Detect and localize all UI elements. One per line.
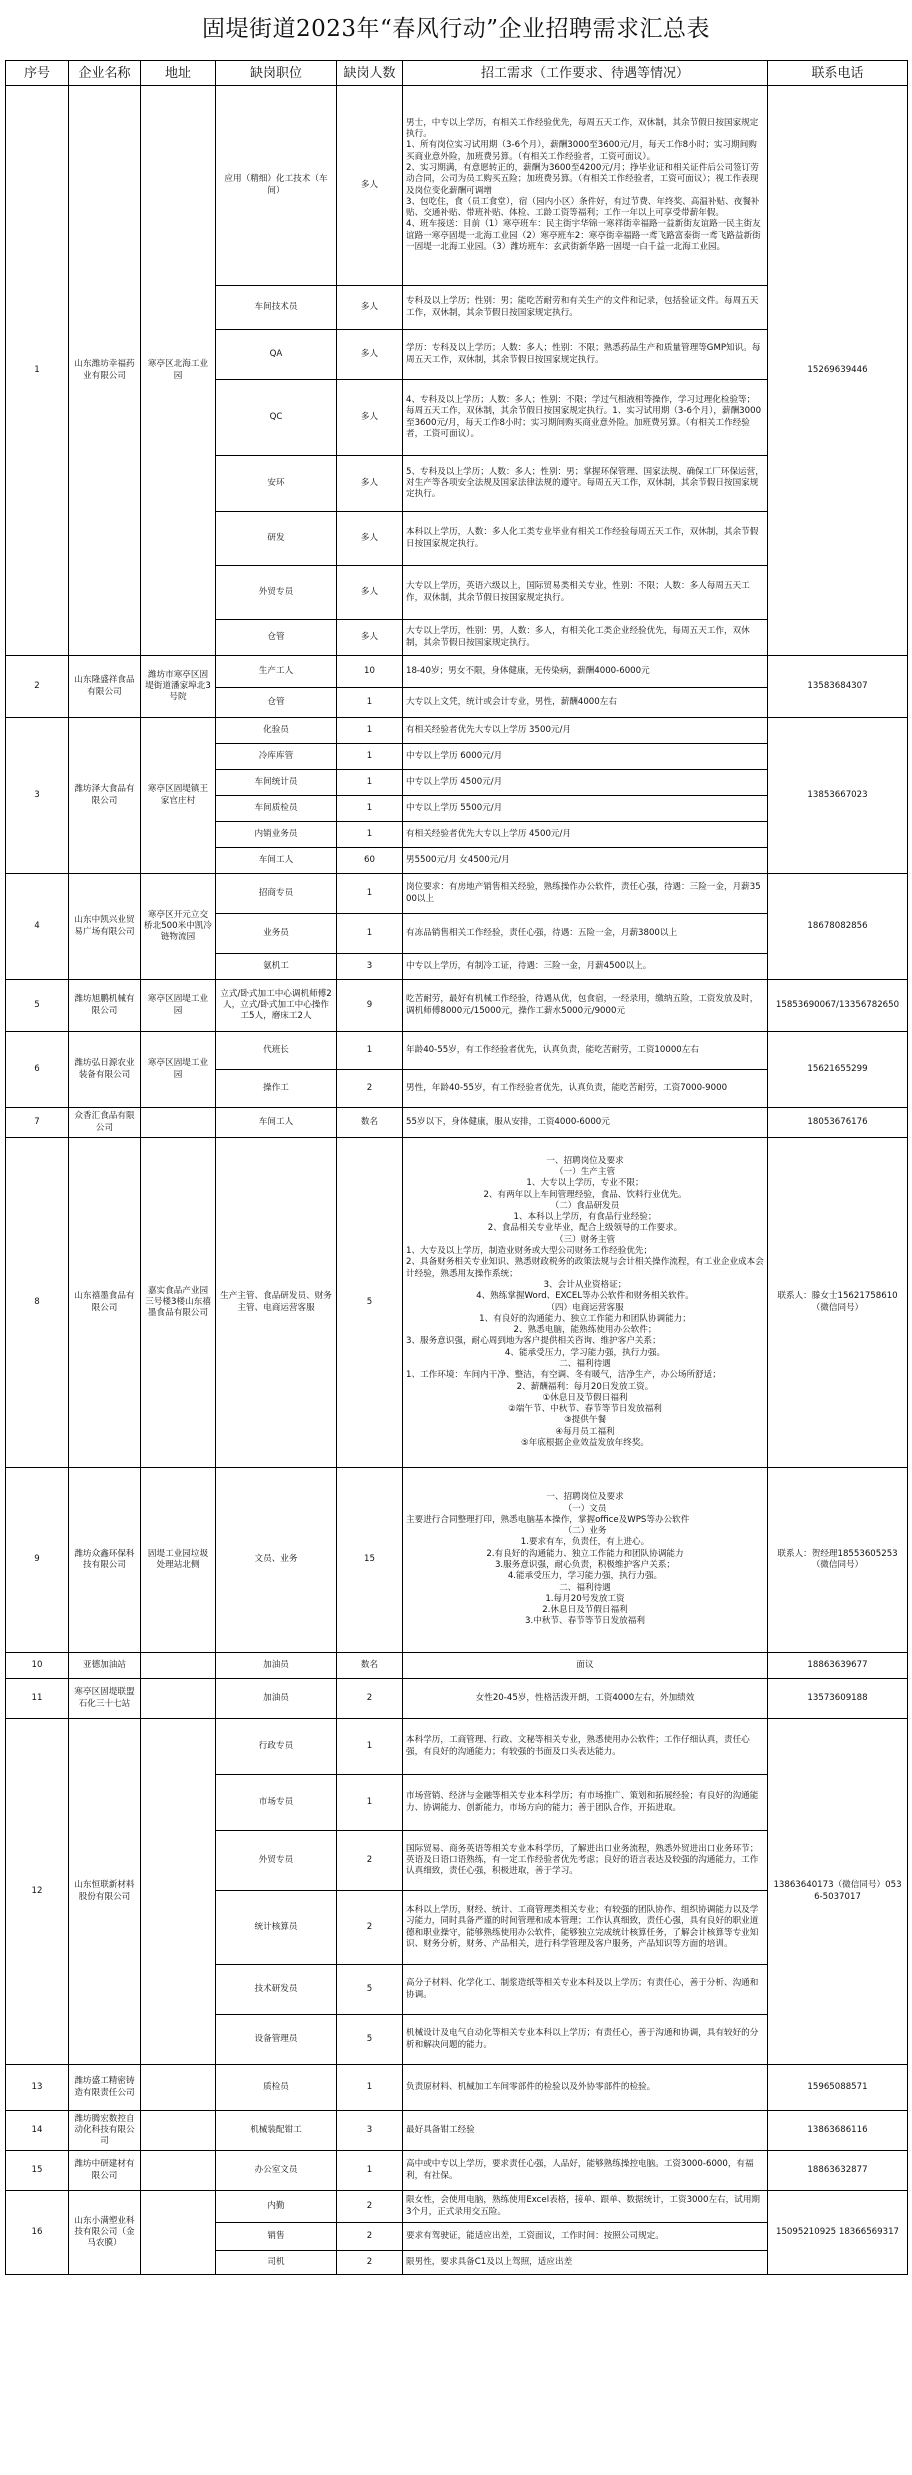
requirement-line: 4、熟练掌握Word、EXCEL等办公软件和财务相关软件。 — [476, 1291, 694, 1302]
company-name: 潍坊中研建材有限公司 — [69, 2151, 141, 2191]
requirement-line: 中专以上学历，有制冷工证，待遇：三险一金，月薪4500以上。 — [406, 960, 652, 971]
requirement-line: 一、招聘岗位及要求 — [546, 1492, 624, 1503]
requirement-line: 55岁以下，身体健康，服从安排，工资4000-6000元 — [406, 1116, 610, 1127]
requirement-line: 1、大专以上学历，专业不限； — [526, 1178, 644, 1189]
company-phone: 13853667023 — [768, 718, 908, 874]
position-title: 业务员 — [216, 914, 337, 954]
company-address: 潍坊市寒亭区固堤街道潘家埠北3号院 — [141, 656, 216, 718]
requirement-line: 4、专科及以上学历；人数：多人；性别：不限；学过气相液相等操作，学习过理化检验等； — [406, 394, 756, 405]
table-row — [6, 980, 908, 1032]
position-requirements — [403, 656, 768, 688]
position-title: 车间质检员 — [216, 796, 337, 822]
requirement-line: 2、具备财务相关专业知识、熟悉财政税务的政策法规与会计相关操作流程，有工业企业成本会计经验，熟悉用友操作系统； — [406, 1257, 764, 1279]
company-phone: 13863686116 — [768, 2111, 908, 2151]
requirement-line: 二、福利待遇 — [559, 1358, 611, 1369]
position-count: 1 — [337, 796, 403, 822]
company-address: 寒亭区北海工业园 — [141, 86, 216, 656]
requirement-line: 一、招聘岗位及要求 — [546, 1155, 624, 1166]
position-title: 安环 — [216, 456, 337, 512]
company-name: 潍坊弘日源农业装备有限公司 — [69, 1032, 141, 1108]
company-address — [141, 2111, 216, 2151]
position-requirements — [403, 2251, 768, 2275]
position-count: 1 — [337, 2065, 403, 2111]
position-count: 9 — [337, 980, 403, 1032]
requirement-line: 2、熟悉电脑，能熟练使用办公软件； — [513, 1325, 657, 1336]
company-phone: 15965088571 — [768, 2065, 908, 2111]
table-row — [6, 2151, 908, 2191]
position-title: 招商专员 — [216, 874, 337, 914]
position-title: 生产主管、食品研发员、财务主管、电商运营客服 — [216, 1138, 337, 1468]
position-count: 多人 — [337, 566, 403, 620]
company-phone: 15269639446 — [768, 86, 908, 656]
requirement-line: 1、本科以上学历，有食品行业经验； — [513, 1212, 657, 1223]
requirement-line: 主要进行合同整理打印，熟悉电脑基本操作，掌握office及WPS等办公软件 — [406, 1514, 690, 1525]
position-requirements — [403, 86, 768, 286]
company-address — [141, 2151, 216, 2191]
company-name: 山东潍坊幸福药业有限公司 — [69, 86, 141, 656]
company-name: 亚德加油站 — [69, 1653, 141, 1679]
requirement-line: 大专以上文凭，统计或会计专业，男性，薪酬4000左右 — [406, 696, 617, 707]
position-requirements — [403, 1679, 768, 1719]
requirement-line: 2、食品相关专业毕业，配合上级领导的工作要求。 — [487, 1223, 683, 1234]
position-count: 数名 — [337, 1108, 403, 1138]
position-count: 多人 — [337, 380, 403, 456]
position-requirements — [403, 954, 768, 980]
company-phone: 18863632877 — [768, 2151, 908, 2191]
position-requirements — [403, 2223, 768, 2251]
table-row — [6, 1679, 908, 1719]
position-title: 行政专员 — [216, 1719, 337, 1775]
position-requirements — [403, 2065, 768, 2111]
table-row — [6, 2065, 908, 2111]
position-title: 仓管 — [216, 688, 337, 718]
position-count: 1 — [337, 688, 403, 718]
position-requirements — [403, 914, 768, 954]
requirement-line: 中专以上学历 4500元/月 — [406, 776, 503, 787]
table-row — [6, 874, 908, 914]
requirement-line: （一）生产主管 — [554, 1166, 616, 1177]
position-requirements — [403, 744, 768, 770]
requirement-line: 中专以上学历 6000元/月 — [406, 750, 503, 761]
requirement-line: 2、实习期满，有意愿转正的，薪酬为3600至4200元/月；挣毕业证和相关证件后公司签订劳动合同，公司为员工购买五险；加班费另算。（有相关工作经验者，工资可面议）；视工作表现及岗位变化薪酬可调增 — [406, 162, 759, 196]
company-address — [141, 1108, 216, 1138]
requirement-line: 面议 — [576, 1659, 594, 1670]
company-phone: 15853690067/13356782650 — [768, 980, 908, 1032]
position-count: 1 — [337, 2151, 403, 2191]
position-count: 2 — [337, 2251, 403, 2275]
position-count: 多人 — [337, 86, 403, 286]
requirement-line: 学历：专科及以上学历；人数：多人；性别：不限；熟悉药品生产和质量管理等GMP知识。每周五天工作，双休制，其余节假日按国家规定执行。 — [406, 343, 761, 365]
position-title: 立式/卧式加工中心调机师傅2人，立式/卧式加工中心操作工5人，磨床工2人 — [216, 980, 337, 1032]
position-count: 5 — [337, 1138, 403, 1468]
position-requirements — [403, 456, 768, 512]
position-title: 冷库库管 — [216, 744, 337, 770]
requirement-line: 大专以上学历，性别：男，人数：多人，有相关化工类企业经验优先，每周五天工作，双休制，其余节假日按国家规定执行。 — [406, 626, 750, 648]
company-number: 12 — [6, 1719, 69, 2065]
table-row — [6, 1108, 908, 1138]
position-count: 2 — [337, 1831, 403, 1891]
position-title: 加油员 — [216, 1679, 337, 1719]
position-title: 销售 — [216, 2223, 337, 2251]
position-requirements — [403, 1775, 768, 1831]
company-name: 潍坊旭鹏机械有限公司 — [69, 980, 141, 1032]
requirement-line: 1.要求有车，负责任，有上进心。 — [520, 1537, 650, 1548]
position-requirements — [403, 1831, 768, 1891]
requirement-line: 岗位要求：有房地产销售相关经验，熟练操作办公软件，责任心强，待遇：三险一金，月薪3500以上 — [406, 882, 761, 904]
requirement-line: 最好具备钳工经验 — [406, 2124, 475, 2135]
position-count: 60 — [337, 848, 403, 874]
position-title: 代班长 — [216, 1032, 337, 1070]
recruitment-table — [5, 60, 908, 2275]
company-phone: 15095210925 18366569317 — [768, 2191, 908, 2275]
position-count: 5 — [337, 1965, 403, 2015]
requirement-line: 二、福利待遇 — [559, 1582, 611, 1593]
requirement-line: 3、包吃住，食（员工食堂），宿（园内小区）条件好，有过节费、年终奖、高温补贴、夜餐补贴、交通补贴、带班补贴、体检、工龄工资等福利；工作一年以上可享受带薪年假。 — [406, 196, 760, 219]
requirement-line: 限男性，要求具备C1及以上驾照，适应出差 — [406, 2256, 573, 2267]
position-requirements — [403, 330, 768, 380]
position-title: 办公室文员 — [216, 2151, 337, 2191]
table-row — [6, 2111, 908, 2151]
position-title: 质检员 — [216, 2065, 337, 2111]
position-requirements — [403, 1891, 768, 1965]
position-count: 2 — [337, 2223, 403, 2251]
position-count: 2 — [337, 1070, 403, 1108]
company-phone: 18053676176 — [768, 1108, 908, 1138]
requirement-line: 每周五天工作，双休制，其余节假日按国家规定执行。1、实习试用期（3-6个月），薪酬3000至3600元/月，每天工作8小时；实习期间购买商业意外险。加班费另算。（有相关工作经验者，工资可面议）。 — [406, 406, 762, 439]
position-count: 1 — [337, 914, 403, 954]
requirement-line: （四）电商运营客服 — [546, 1302, 624, 1313]
position-requirements — [403, 1468, 768, 1653]
position-count: 多人 — [337, 330, 403, 380]
requirement-line: 4、班车接送：目前（1）寒亭班车：民主街宇华锦一寒祥街幸福路一益新街友谊路一民主街友谊路一寒亭固堤一北海工业园（2）寒亭班车2：寒亭街幸福路一鸢飞路富泰街一鸢飞路益新街一固堤一北海工业园。（3）潍坊班车：玄武街新华路一固堤一白千益一北海工业园。 — [406, 219, 761, 252]
table-row — [6, 1653, 908, 1679]
position-title: 研发 — [216, 512, 337, 566]
requirement-line: （一）文员 — [563, 1503, 607, 1514]
company-number: 4 — [6, 874, 69, 980]
requirement-line: 要求有驾驶证，能适应出差，工资面议，工作时间：按照公司规定。 — [406, 2230, 664, 2241]
position-requirements — [403, 286, 768, 330]
company-phone: 联系人：滕女士15621758610（微信同号） — [768, 1138, 908, 1468]
company-name: 潍坊众鑫环保科技有限公司 — [69, 1468, 141, 1653]
company-address — [141, 2065, 216, 2111]
table-row — [6, 1468, 908, 1653]
position-count: 3 — [337, 954, 403, 980]
position-requirements — [403, 2111, 768, 2151]
requirement-line: 男性，年龄40-55岁，有工作经验者优先，认真负责，能吃苦耐劳，工资7000-9000 — [406, 1082, 728, 1093]
requirement-line: 市场营销、经济与金融等相关专业本科学历；有市场推广、策划和拓展经验；有良好的沟通能力、协调能力、创新能力，市场方向的能力；善于团队合作，开拓进取。 — [406, 1791, 759, 1813]
position-count: 1 — [337, 744, 403, 770]
requirement-line: 3、服务意识强，耐心周到地为客户提供相关咨询、维护客户关系； — [406, 1336, 661, 1347]
requirement-line: ①休息日及节假日福利 — [542, 1392, 628, 1403]
position-title: 机械装配钳工 — [216, 2111, 337, 2151]
company-address — [141, 1679, 216, 1719]
position-count: 15 — [337, 1468, 403, 1653]
requirement-line: （二）食品研发员 — [550, 1200, 620, 1211]
requirement-line: 3、会计从业资格证； — [543, 1279, 627, 1290]
position-count: 多人 — [337, 286, 403, 330]
position-requirements — [403, 980, 768, 1032]
header-phone: 联系电话 — [768, 61, 908, 86]
company-address — [141, 2191, 216, 2275]
position-title: 仓管 — [216, 620, 337, 656]
position-count: 2 — [337, 2191, 403, 2223]
company-phone: 18863639677 — [768, 1653, 908, 1679]
company-name: 寒亭区固堤联盟石化三十七站 — [69, 1679, 141, 1719]
header-count: 缺岗人数 — [337, 61, 403, 86]
position-requirements — [403, 1070, 768, 1108]
table-row — [6, 718, 908, 744]
company-address — [141, 1719, 216, 2065]
position-count: 3 — [337, 2111, 403, 2151]
requirement-line: 本科以上学历，财经、统计、工商管理类相关专业；有较强的团队协作、组织协调能力以及学习能力，同时具备严谨的时间管理和成本管理；工作认真细致，责任心强，具有良好的职业道德和职业操守，能够熟练使用办公软件，能够独立完成统计核算任务，了解会计核算等专业知识、财务分析，财务、产品相关，进行科学管理及客户服务，产品知识等方面的培训。 — [406, 1904, 759, 1949]
requirement-line: 4、能承受压力，学习能力强，执行力强。 — [504, 1347, 666, 1358]
company-number: 15 — [6, 2151, 69, 2191]
position-title: 加油员 — [216, 1653, 337, 1679]
company-address: 寒亭区固堤镇王家官庄村 — [141, 718, 216, 874]
company-name: 潍坊腾宏数控自动化科技有限公司 — [69, 2111, 141, 2151]
position-count: 1 — [337, 1775, 403, 1831]
position-title: 车间统计员 — [216, 770, 337, 796]
position-title: 车间技术员 — [216, 286, 337, 330]
requirement-line: 2.有良好的沟通能力、独立工作能力和团队协调能力 — [486, 1548, 684, 1559]
position-title: 操作工 — [216, 1070, 337, 1108]
company-phone: 15621655299 — [768, 1032, 908, 1108]
requirement-line: 年龄40-55岁，有工作经验者优先，认真负责，能吃苦耐劳，工资10000左右 — [406, 1044, 699, 1055]
company-number: 14 — [6, 2111, 69, 2151]
company-phone: 联系人：贺经理18553605253（微信同号） — [768, 1468, 908, 1653]
company-number: 16 — [6, 2191, 69, 2275]
position-title: 内勤 — [216, 2191, 337, 2223]
position-title: 车间工人 — [216, 848, 337, 874]
requirement-line: 国际贸易、商务英语等相关专业本科学历，了解进出口业务流程，熟悉外贸进出口业务环节；英语及日语口语熟练，有一定工作经验者优先考虑；良好的语言表达及较强的沟通能力，工作认真细致，责任心强，积极进取，善于学习。 — [406, 1843, 759, 1877]
position-count: 2 — [337, 1891, 403, 1965]
header-position: 缺岗职位 — [216, 61, 337, 86]
position-title: 外贸专员 — [216, 566, 337, 620]
position-requirements — [403, 822, 768, 848]
position-count: 多人 — [337, 512, 403, 566]
company-number: 11 — [6, 1679, 69, 1719]
position-requirements — [403, 380, 768, 456]
position-count: 1 — [337, 718, 403, 744]
requirement-line: ④每月员工福利 — [555, 1426, 615, 1437]
header-company: 企业名称 — [69, 61, 141, 86]
table-row — [6, 656, 908, 688]
position-title: 文员、业务 — [216, 1468, 337, 1653]
requirement-line: 专科及以上学历；性别：男；能吃苦耐劳和有关生产的文件和记录，包括验证文件。每周五天工作，双休制，其余节假日按国家规定执行。 — [406, 296, 759, 318]
company-number: 3 — [6, 718, 69, 874]
company-phone: 13863640173（微信同号）0536-5037017 — [768, 1719, 908, 2065]
position-requirements — [403, 566, 768, 620]
company-phone: 13583684307 — [768, 656, 908, 718]
requirement-line: 女性20-45岁，性格活泼开朗，工资4000左右，外加绩效 — [475, 1692, 695, 1703]
table-body — [6, 86, 908, 2275]
company-name: 众香汇食品有限公司 — [69, 1108, 141, 1138]
position-count: 5 — [337, 2015, 403, 2065]
company-name: 山东禧墨食品有限公司 — [69, 1138, 141, 1468]
position-requirements — [403, 1965, 768, 2015]
position-count: 10 — [337, 656, 403, 688]
position-requirements — [403, 874, 768, 914]
requirement-line: 有相关经验者优先大专以上学历 4500元/月 — [406, 828, 571, 839]
company-number: 13 — [6, 2065, 69, 2111]
requirement-line: ⑤年底根据企业效益发放年终奖。 — [520, 1438, 650, 1449]
requirement-line: 负责原材料、机械加工车间零部件的检验以及外协零部件的检验。 — [406, 2081, 656, 2092]
requirement-line: 高中或中专以上学历，要求责任心强，人品好，能够熟练操控电脑。工资3000-6000，有福利，有社保。 — [406, 2159, 754, 2181]
position-requirements — [403, 688, 768, 718]
position-requirements — [403, 512, 768, 566]
position-count: 数名 — [337, 1653, 403, 1679]
header-row — [6, 61, 908, 86]
requirement-line: 吃苦耐劳，最好有机械工作经验，待遇从优，包食宿，一经录用，缴纳五险，工资发放及时，调机师傅8000元/15000元，操作工薪水5000元/9000元 — [406, 994, 759, 1016]
position-count: 多人 — [337, 456, 403, 512]
requirement-line: 中专以上学历 5500元/月 — [406, 802, 503, 813]
requirement-line: 机械设计及电气自动化等相关专业本科以上学历；有责任心，善于沟通和协调，具有较好的分析和解决问题的能力。 — [406, 2028, 759, 2050]
company-number: 9 — [6, 1468, 69, 1653]
table-row — [6, 1719, 908, 1775]
table-row — [6, 86, 908, 286]
position-requirements — [403, 718, 768, 744]
requirement-line: 限女性，会使用电脑，熟练使用Excel表格，接单、跟单、数据统计，工资3000左右，试用期3个月，正式录用交五险。 — [406, 2195, 761, 2217]
document-title: 固堤街道2023年“春风行动”企业招聘需求汇总表 — [201, 16, 711, 42]
company-number: 5 — [6, 980, 69, 1032]
position-title: 氨机工 — [216, 954, 337, 980]
requirement-line: ③提供午餐 — [563, 1415, 607, 1426]
requirement-line: 4.能承受压力，学习能力强，执行力强。 — [507, 1571, 663, 1582]
company-address: 固堤工业园垃圾处理站北侧 — [141, 1468, 216, 1653]
requirement-line: 2、薪酬福利：每月20日发放工资。 — [516, 1381, 654, 1392]
requirement-line: 有相关经验者优先大专以上学历 3500元/月 — [406, 724, 571, 735]
position-title: 化验员 — [216, 718, 337, 744]
requirement-line: 3.服务意识强，耐心负责，积极维护客户关系； — [494, 1560, 676, 1570]
table-row — [6, 1138, 908, 1468]
requirement-line: 5、专科及以上学历；人数：多人；性别：男；掌握环保管理、国家法规、确保工厂环保运营，对生产等各项安全法规及国家法律法规的遵守。每周五天工作，双休制，其余节假日按国家规定执行。 — [406, 466, 764, 500]
position-requirements — [403, 1653, 768, 1679]
company-number: 1 — [6, 86, 69, 656]
position-title: 技术研发员 — [216, 1965, 337, 2015]
requirement-line: 男5500元/月 女4500元/月 — [406, 854, 510, 865]
requirement-line: 1、有良好的沟通能力、独立工作能力和团队协调能力； — [479, 1313, 691, 1324]
position-requirements — [403, 1108, 768, 1138]
company-address: 寒亭区开元立交桥北500米中凯冷链物流园 — [141, 874, 216, 980]
position-requirements — [403, 2015, 768, 2065]
position-count: 1 — [337, 770, 403, 796]
requirement-line: ②端午节、中秋节、春节等节日发放福利 — [508, 1404, 662, 1415]
position-title: 生产工人 — [216, 656, 337, 688]
company-name: 山东小满塑业科技有限公司（金马农膜） — [69, 2191, 141, 2275]
position-requirements — [403, 2151, 768, 2191]
header-requirements: 招工需求（工作要求、待遇等情况） — [403, 61, 768, 86]
position-title: 应用（精细）化工技术（车间） — [216, 86, 337, 286]
requirement-line: 本科以上学历，人数：多人化工类专业毕业有相关工作经验每周五天工作，双休制，其余节假日按国家规定执行。 — [406, 527, 759, 549]
company-address: 寒亭区固堤工业园 — [141, 980, 216, 1032]
position-count: 1 — [337, 1032, 403, 1070]
requirement-line: 有冻品销售相关工作经验，责任心强，待遇：五险一金，月薪3800以上 — [406, 927, 678, 938]
requirement-line: （三）财务主管 — [554, 1234, 616, 1245]
company-name: 潍坊泽大食品有限公司 — [69, 718, 141, 874]
position-count: 1 — [337, 822, 403, 848]
position-requirements — [403, 1032, 768, 1070]
position-title: QA — [216, 330, 337, 380]
company-name: 山东隆盛祥食品有限公司 — [69, 656, 141, 718]
table-row — [6, 2191, 908, 2223]
company-name: 山东中凯兴业贸易广场有限公司 — [69, 874, 141, 980]
position-requirements — [403, 620, 768, 656]
company-number: 10 — [6, 1653, 69, 1679]
company-number: 8 — [6, 1138, 69, 1468]
requirement-line: 1、大专及以上学历，制造业财务或大型公司财务工作经验优先； — [406, 1246, 653, 1257]
company-phone: 13573609188 — [768, 1679, 908, 1719]
position-requirements — [403, 770, 768, 796]
requirement-line: 3.中秋节、春节等节日发放福利 — [525, 1616, 645, 1627]
position-requirements — [403, 2191, 768, 2223]
company-number: 2 — [6, 656, 69, 718]
requirement-line: 本科学历，工商管理、行政、文秘等相关专业，熟悉使用办公软件；工作仔细认真，责任心强，有良好的沟通能力；有较强的书面及口头表达能力。 — [406, 1735, 750, 1757]
header-no: 序号 — [6, 61, 69, 86]
requirement-line: 2、有两年以上车间管理经验，食品、饮料行业优先。 — [483, 1189, 687, 1200]
company-address: 寒亭区固堤工业园 — [141, 1032, 216, 1108]
company-address: 嘉实食品产业园三号楼3楼山东禧墨食品有限公司 — [141, 1138, 216, 1468]
position-title: 内销业务员 — [216, 822, 337, 848]
position-title: 统计核算员 — [216, 1891, 337, 1965]
company-number: 7 — [6, 1108, 69, 1138]
table-row — [6, 1032, 908, 1070]
requirement-line: 大专以上学历，英语六级以上，国际贸易类相关专业，性别：不限；人数：多人每周五天工作，双休制，其余节假日按国家规定执行。 — [406, 581, 750, 603]
company-number: 6 — [6, 1032, 69, 1108]
position-title: 市场专员 — [216, 1775, 337, 1831]
requirement-line: 1、所有岗位实习试用期（3-6个月），薪酬3000至3600元/月，每天工作8小时；实习期间购买商业意外险，加班费另算。（有相关工作经验者，工资可面议）。 — [406, 140, 757, 162]
requirement-line: 男士，中专以上学历，有相关工作经验优先，每周五天工作，双休制，其余节假日按国家规定执行。 — [406, 117, 759, 140]
position-count: 多人 — [337, 620, 403, 656]
position-requirements — [403, 1138, 768, 1468]
company-name: 潍坊盛工精密铸造有限责任公司 — [69, 2065, 141, 2111]
position-title: 车间工人 — [216, 1108, 337, 1138]
requirement-line: 1.每月20号发放工资 — [545, 1593, 625, 1604]
position-requirements — [403, 848, 768, 874]
requirement-line: 18-40岁；男女不限，身体健康，无传染病，薪酬4000-6000元 — [406, 665, 650, 676]
position-title: QC — [216, 380, 337, 456]
position-title: 设备管理员 — [216, 2015, 337, 2065]
requirement-line: （二）业务 — [563, 1526, 607, 1537]
position-count: 1 — [337, 1719, 403, 1775]
position-requirements — [403, 796, 768, 822]
requirement-line: 高分子材料、化学化工、制浆造纸等相关专业本科及以上学历；有责任心，善于分析、沟通和协调。 — [406, 1978, 759, 2000]
company-name: 山东恒联新材料股份有限公司 — [69, 1719, 141, 2065]
company-phone: 18678082856 — [768, 874, 908, 980]
position-count: 2 — [337, 1679, 403, 1719]
requirement-line: 2.休息日及节假日福利 — [542, 1605, 628, 1616]
position-title: 司机 — [216, 2251, 337, 2275]
header-address: 地址 — [141, 61, 216, 86]
position-count: 1 — [337, 874, 403, 914]
position-title: 外贸专员 — [216, 1831, 337, 1891]
requirement-line: 1、工作环境：车间内干净、整洁，有空调、冬有暖气，洁净生产，办公场所舒适； — [406, 1370, 721, 1381]
company-address — [141, 1653, 216, 1679]
position-requirements — [403, 1719, 768, 1775]
